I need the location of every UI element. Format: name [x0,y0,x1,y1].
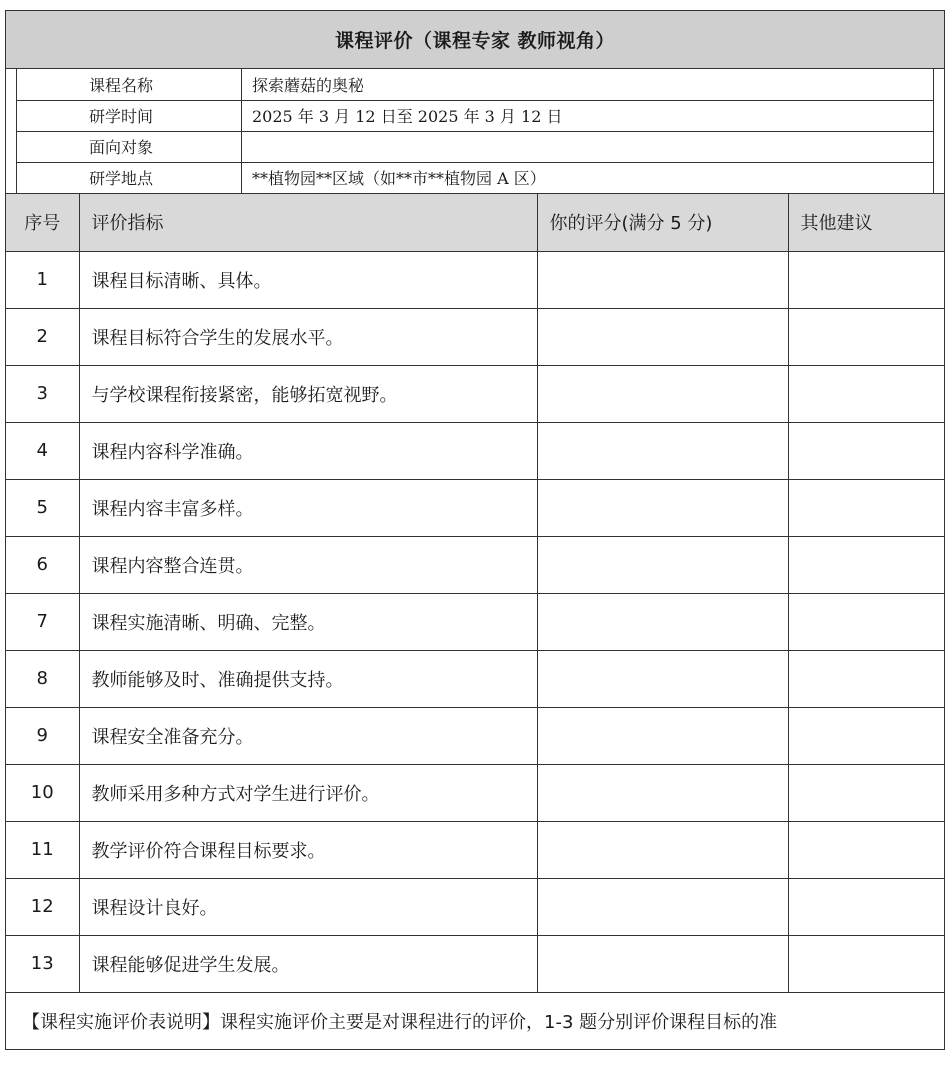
row-no: 9 [6,707,79,764]
info-label: 研学地点 [17,162,242,193]
row-indicator: 课程目标清晰、具体。 [79,251,537,308]
suggestion-cell[interactable] [788,764,944,821]
info-label: 研学时间 [17,100,242,131]
info-row-location [17,162,934,193]
suggestion-cell[interactable] [788,308,944,365]
suggestion-cell[interactable] [788,935,944,992]
row-no: 6 [6,536,79,593]
suggestion-cell[interactable] [788,365,944,422]
row-indicator: 课程安全准备充分。 [79,707,537,764]
info-row-study-time [17,100,934,131]
score-cell[interactable] [537,479,788,536]
row-no: 1 [6,251,79,308]
suggestion-cell[interactable] [788,251,944,308]
suggestion-cell[interactable] [788,821,944,878]
header-indicator: 评价指标 [79,194,537,251]
table-row [6,536,944,593]
table-row [6,422,944,479]
info-value: 2025 年 3 月 12 日至 2025 年 3 月 12 日 [242,100,934,131]
row-no: 2 [6,308,79,365]
suggestion-cell[interactable] [788,707,944,764]
row-indicator: 课程内容整合连贯。 [79,536,537,593]
suggestion-cell[interactable] [788,878,944,935]
course-info-section [6,69,944,194]
score-cell[interactable] [537,365,788,422]
score-cell[interactable] [537,650,788,707]
info-row-target-audience [17,131,934,162]
table-header-row [6,194,944,251]
evaluation-note: 【课程实施评价表说明】课程实施评价主要是对课程进行的评价，1-3 题分别评价课程目标的准 [22,1011,778,1033]
table-row [6,935,944,992]
suggestion-cell[interactable] [788,422,944,479]
suggestion-cell[interactable] [788,479,944,536]
header-score: 你的评分(满分 5 分) [537,194,788,251]
row-no: 12 [6,878,79,935]
suggestion-cell[interactable] [788,650,944,707]
row-no: 8 [6,650,79,707]
table-row [6,650,944,707]
score-cell[interactable] [537,821,788,878]
table-row [6,764,944,821]
row-no: 7 [6,593,79,650]
row-no: 3 [6,365,79,422]
row-no: 11 [6,821,79,878]
table-row [6,821,944,878]
table-row [6,308,944,365]
row-no: 5 [6,479,79,536]
table-row [6,479,944,536]
form-title: 课程评价（课程专家 教师视角） [6,11,944,69]
evaluation-form [5,10,945,1050]
score-cell[interactable] [537,935,788,992]
score-cell[interactable] [537,422,788,479]
table-row [6,365,944,422]
info-label: 面向对象 [17,131,242,162]
header-no: 序号 [6,194,79,251]
row-no: 13 [6,935,79,992]
row-no: 4 [6,422,79,479]
score-cell[interactable] [537,251,788,308]
suggestion-cell[interactable] [788,593,944,650]
table-row [6,707,944,764]
table-row [6,593,944,650]
info-label: 课程名称 [17,69,242,100]
info-value [242,131,934,162]
score-cell[interactable] [537,764,788,821]
info-row-course-name [17,69,934,100]
row-indicator: 课程目标符合学生的发展水平。 [79,308,537,365]
row-indicator: 教师采用多种方式对学生进行评价。 [79,764,537,821]
row-no: 10 [6,764,79,821]
info-value: **植物园**区域（如**市**植物园 A 区） [242,162,934,193]
row-indicator: 课程能够促进学生发展。 [79,935,537,992]
info-value: 探索蘑菇的奥秘 [242,69,934,100]
row-indicator: 课程内容丰富多样。 [79,479,537,536]
header-suggestion: 其他建议 [788,194,944,251]
row-indicator: 教师能够及时、准确提供支持。 [79,650,537,707]
score-cell[interactable] [537,878,788,935]
row-indicator: 课程实施清晰、明确、完整。 [79,593,537,650]
score-cell[interactable] [537,707,788,764]
row-indicator: 与学校课程衔接紧密，能够拓宽视野。 [79,365,537,422]
score-cell[interactable] [537,308,788,365]
course-info-table [16,69,934,193]
evaluation-table [6,194,944,993]
row-indicator: 课程内容科学准确。 [79,422,537,479]
suggestion-cell[interactable] [788,536,944,593]
score-cell[interactable] [537,593,788,650]
score-cell[interactable] [537,536,788,593]
row-indicator: 课程设计良好。 [79,878,537,935]
table-row [6,251,944,308]
table-row [6,878,944,935]
row-indicator: 教学评价符合课程目标要求。 [79,821,537,878]
